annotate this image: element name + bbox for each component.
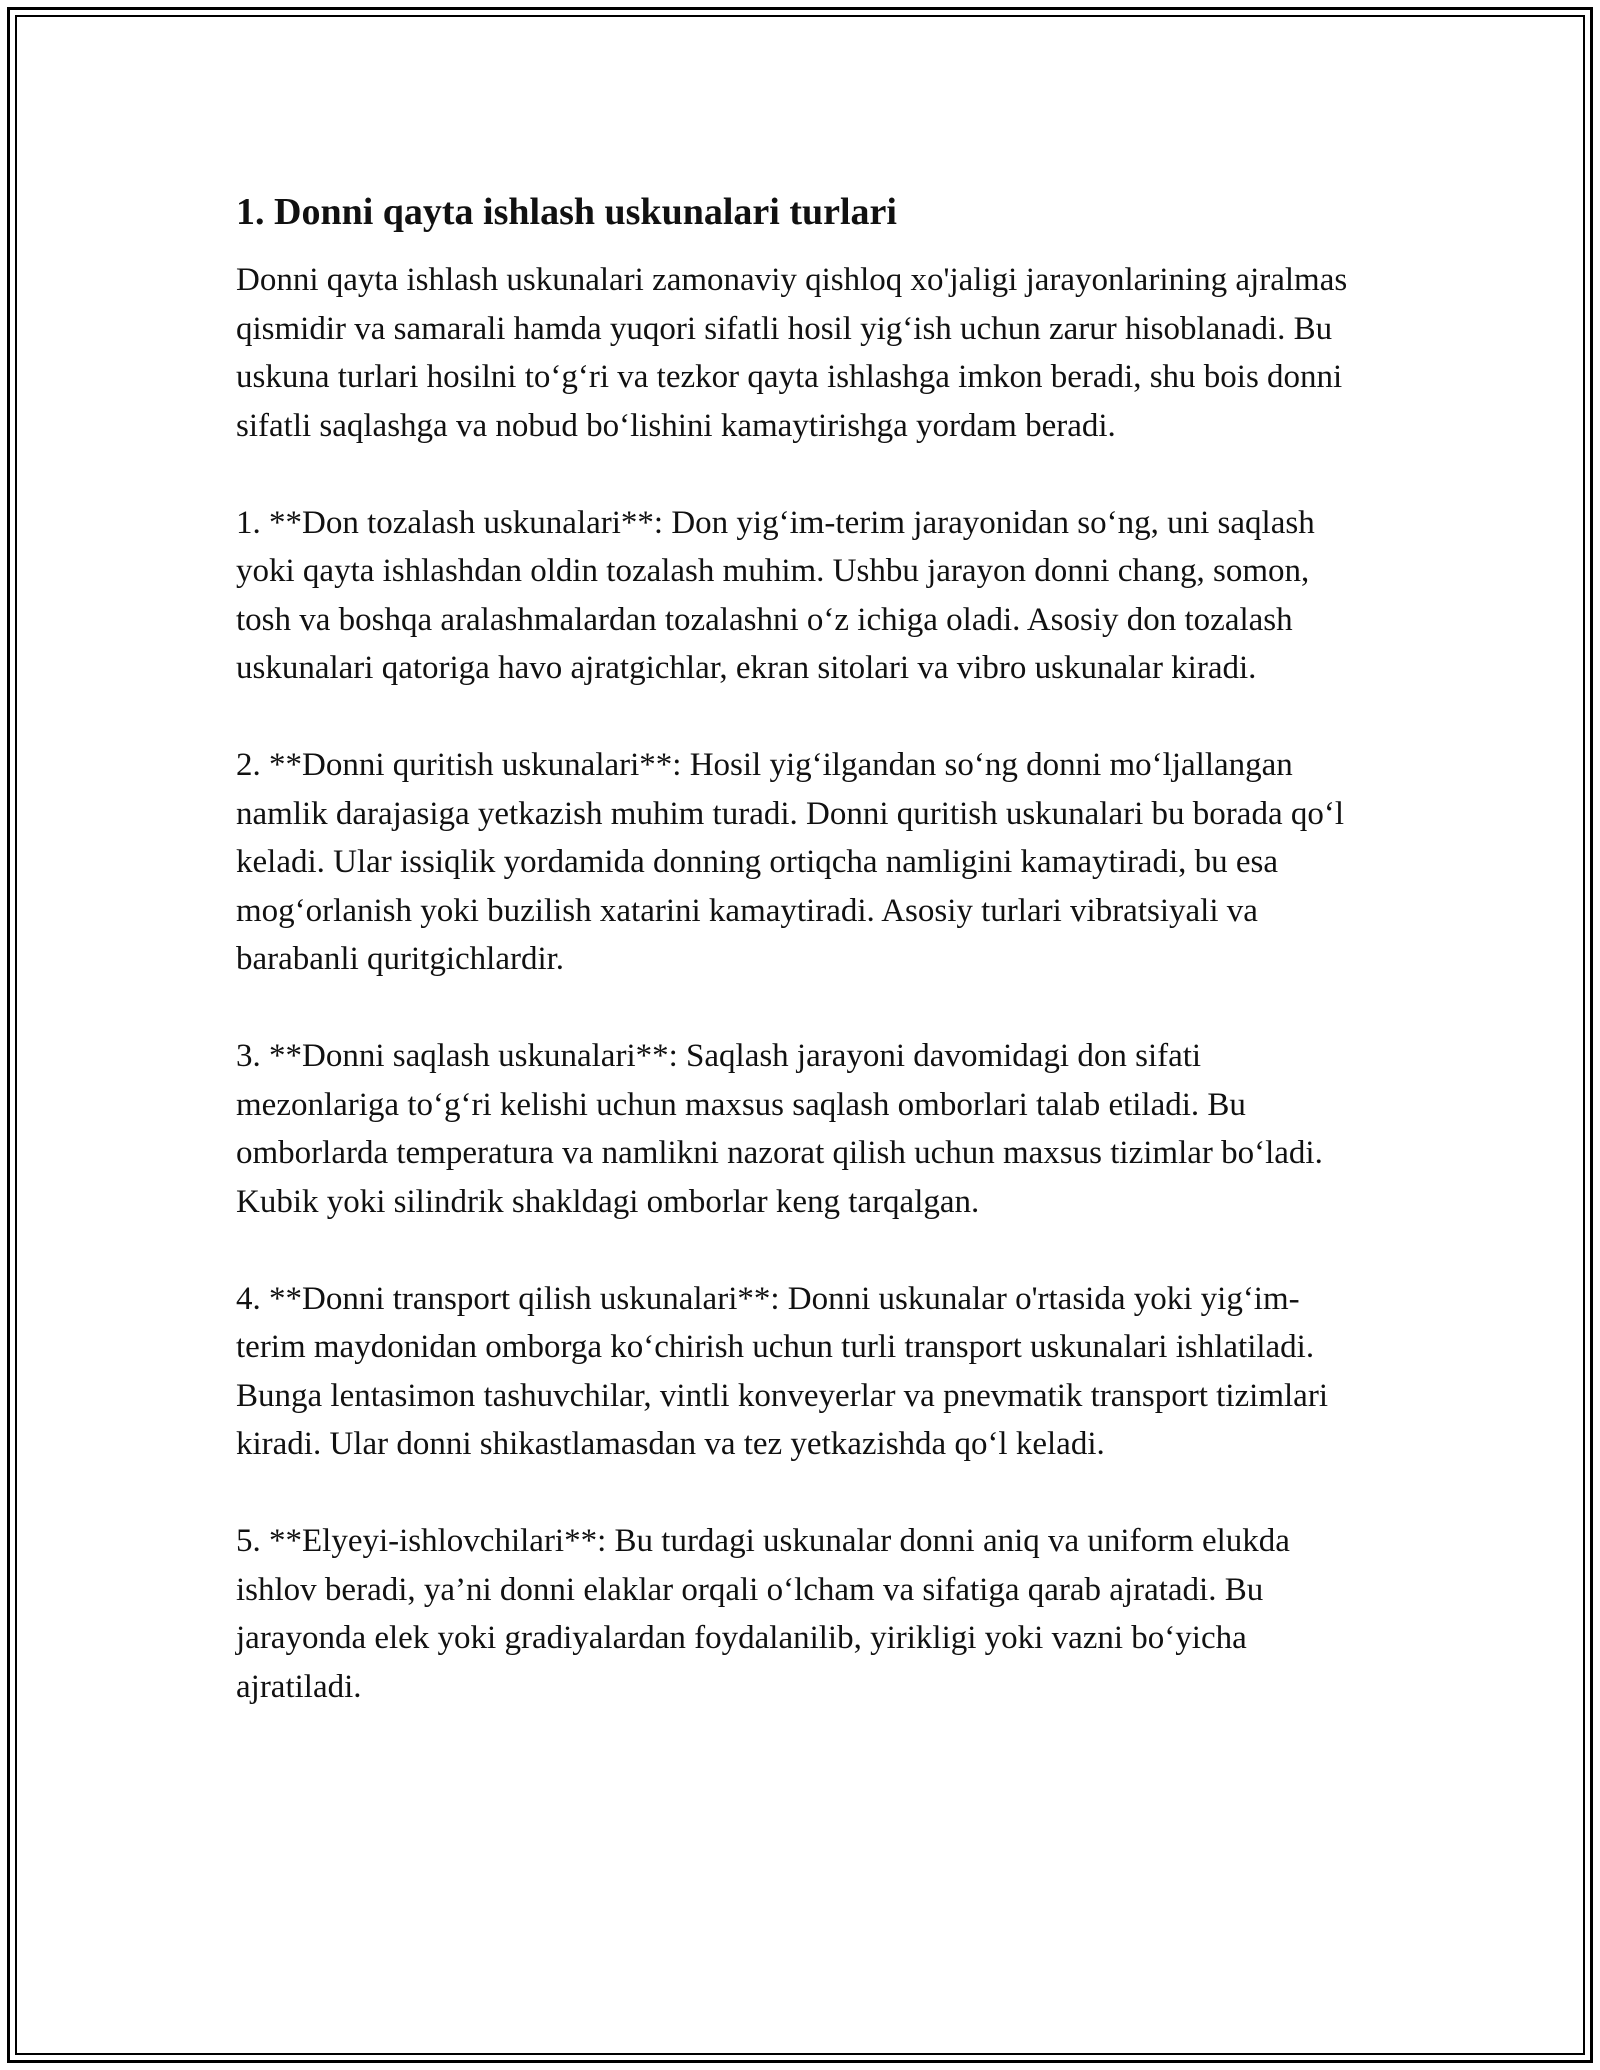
list-item-transport-equipment: 4. **Donni transport qilish uskunalari**: Donni uskunalar o'rtasida yoki yig‘im-terim maydonidan omborga ko‘chirish uchun turli transport uskunalari ishlatiladi. Bunga lentasimon tashuvchilar, vintli konveyerlar va pnevmatik transport tizimlari kiradi. Ular donni shikastlamasdan va tez yetkazishda qo‘l keladi. (236, 1280, 1328, 1462)
list-item-drying-equipment: 2. **Donni quritish uskunalari**: Hosil yig‘ilgandan so‘ng donni mo‘ljallangan namlik darajasiga yetkazish muhim turadi. Donni quritish uskunalari bu borada qo‘l keladi. Ular issiqlik yordamida donning ortiqcha namligini kamaytiradi, bu esa mog‘orlanish yoki buzilish xatarini kamaytiradi. Asosiy turlari vibratsiyali va barabanli quritgichlardir. (236, 747, 1344, 977)
intro-paragraph: Donni qayta ishlash uskunalari zamonaviy qishloq xo'jaligi jarayonlarining ajralmas qismidir va samarali hamda yuqori sifatli hosil yig‘ish uchun zarur hisoblanadi. Bu uskuna turlari hosilni to‘g‘ri va tezkor qayta ishlashga imkon beradi, shu bois donni sifatli saqlashga va nobud bo‘lishini kamaytirishga yordam beradi. (236, 262, 1348, 444)
document-body (236, 186, 1366, 1760)
section-heading: 1. Donni qayta ishlash uskunalari turlari (236, 191, 897, 233)
list-item-sieving-equipment: 5. **Elyeyi-ishlovchilari**: Bu turdagi uskunalar donni aniq va uniform elukda ishlov beradi, ya’ni donni elaklar orqali o‘lcham va sifatiga qarab ajratadi. Bu jarayonda elek yoki gradiyalardan foydalanilib, yirikligi yoki vazni bo‘yicha ajratiladi. (236, 1523, 1290, 1705)
list-item-storage-equipment: 3. **Donni saqlash uskunalari**: Saqlash jarayoni davomidagi don sifati mezonlariga to‘g‘ri kelishi uchun maxsus saqlash omborlari talab etiladi. Bu omborlarda temperatura va namlikni nazorat qilish uchun maxsus tizimlar bo‘ladi. Kubik yoki silindrik shakldagi omborlar keng tarqalgan. (236, 1038, 1323, 1220)
list-item-cleaning-equipment: 1. **Don tozalash uskunalari**: Don yig‘im-terim jarayonidan so‘ng, uni saqlash yoki qayta ishlashdan oldin tozalash muhim. Ushbu jarayon donni chang, somon, tosh va boshqa aralashmalardan tozalashni o‘z ichiga oladi. Asosiy don tozalash uskunalari qatoriga havo ajratgichlar, ekran sitolari va vibro uskunalar kiradi. (236, 504, 1315, 686)
